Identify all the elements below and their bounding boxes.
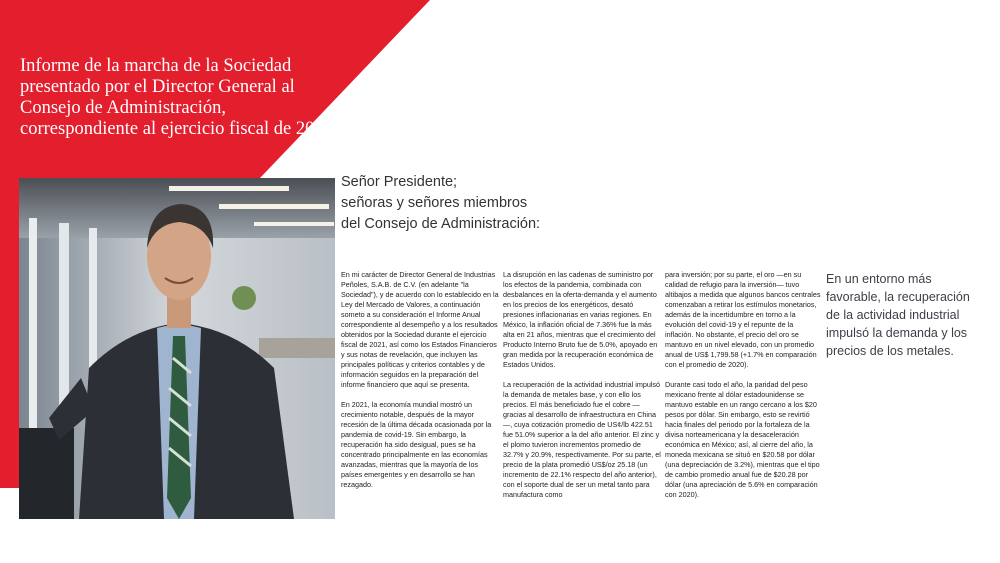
paragraph: En mi carácter de Director General de Industrias Peñoles, S.A.B. de C.V. (en adelante "la Sociedad"), y de acuerdo con lo establecido en la Ley del Mercado de Valores, a continuación someto a su consideración el Informe Anual correspondiente al desempeño y a los resultados obtenidos por la Sociedad durante el ejercicio fiscal de 2021, así como los Estados Financieros y sus notas de revelación, que incluyen las principales políticas y criterios contables y de información seguidos en la preparación del informe financiero que aquí se presenta. — [341, 270, 499, 389]
salutation-line-3: del Consejo de Administración: — [341, 216, 541, 232]
salutation-line-2: señoras y señores miembros — [341, 195, 528, 211]
body-column-1 — [341, 270, 499, 500]
paragraph: La recuperación de la actividad industrial impulsó la demanda de metales base, y con ello los precios. El más beneficiado fue el cobre —gracias al desarrollo de infraestructura en China—, cuya cotización promedio de US¢/lb 422.51 fue 51.0% superior a la del año anterior. El zinc y el plomo tuvieron incrementos promedio de 32.7% y 20.9%, respectivamente. Por su parte, el precio de la plata promedió US$/oz 25.18 (un incremento de 22.1% respecto del año anterior), con el soporte dual de ser un metal tanto para manufactura como — [503, 380, 661, 499]
paragraph: En 2021, la economía mundial mostró un crecimiento notable, después de la mayor recesión de la última década ocasionada por la pandemia de covid-19. Sin embargo, la recuperación ha sido desigual, pues se ha concentrado principalmente en las economías avanzadas, mientras que la mayoría de los países emergentes y en desarrollo se han rezagado. — [341, 400, 492, 489]
paragraph: Durante casi todo el año, la paridad del peso mexicano frente al dólar estadounidense se mantuvo estable en un rango cercano a los $20 pesos por dólar. Sin embargo, esto se revirtió hacia finales del periodo por la fortaleza de la divisa norteamericana y la desaceleración económica en México; así, al cierre del año, la moneda mexicana se situó en $20.58 por dólar (una depreciación de 3.2%), mientras que el tipo de cambio promedio anual fue de $20.28 por dólar (una apreciación de 5.6% en comparación con 2020). — [665, 380, 820, 499]
director-portrait-photo — [19, 178, 335, 519]
paragraph: para inversión; por su parte, el oro —en su calidad de refugio para la inversión— tuvo altibajos a medida que algunos bancos centrales comenzaban a retirar los estímulos monetarios, además de la incertidumbre en torno a la evolución del covid-19 y el repunte de la inflación. No obstante, el precio del oro se mantuvo en un nivel elevado, con un promedio anual de US$ 1,799.58 (+1.7% en comparación con el promedio de 2020). — [665, 270, 821, 369]
pull-quote: En un entorno más favorable, la recuperación de la actividad industrial impulsó la demanda y los precios de los metales. — [826, 272, 970, 358]
salutation-line-1: Señor Presidente; — [341, 174, 458, 190]
salutation — [341, 172, 601, 235]
body-column-3 — [665, 270, 823, 510]
body-column-2 — [503, 270, 661, 510]
paragraph: La disrupción en las cadenas de suministro por los efectos de la pandemia, combinada con desbalances en la oferta-demanda y el aumento en los precios de los energéticos, desató presiones inflacionarias en varias regiones. En México, la inflación oficial de 7.36% fue la más alta en 21 años, mientras que el crecimiento del Producto Interno Bruto fue de 5.0%, apoyado en gran medida por la recuperación económica de Estados Unidos. — [503, 270, 658, 369]
report-title: Informe de la marcha de la Sociedad presentado por el Director General al Consejo de Administración, correspondiente al ejercicio fiscal de 2021 — [20, 56, 333, 139]
